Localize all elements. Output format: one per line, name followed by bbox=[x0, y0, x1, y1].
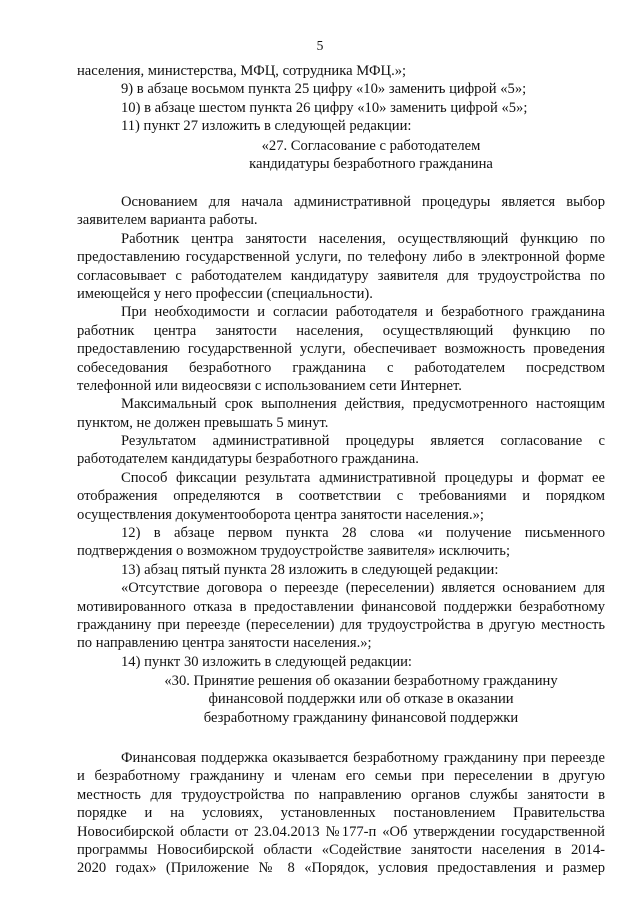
text-line: 11) пункт 27 изложить в следующей редакции: bbox=[121, 118, 412, 135]
text-line: работодателем кандидатуры безработного гражданина. bbox=[77, 451, 419, 468]
text-line: отображения определяются в соответствии с требованиями и порядком bbox=[77, 488, 605, 505]
text-line: Новосибирской области от 23.04.2013 №177-п «Об утверждении государственной bbox=[77, 823, 605, 840]
text-line: мотивированного отказа в предоставлении финансовой поддержки безработному bbox=[77, 598, 605, 615]
section-heading-27 bbox=[77, 137, 605, 174]
text-line: 14) пункт 30 изложить в следующей редакции: bbox=[121, 653, 412, 670]
text-line: Результатом административной процедуры является согласование с bbox=[121, 433, 605, 450]
text-line: местность для трудоустройства по направлению органов службы занятости в bbox=[77, 786, 605, 803]
text-line: заявителем варианта работы. bbox=[77, 212, 258, 229]
text-line: телефонной или видеосвязи с использованием сети Интернет. bbox=[77, 377, 462, 394]
heading-line: безработному гражданину финансовой поддержки bbox=[203, 709, 519, 726]
text-line: 9) в абзаце восьмом пункта 25 цифру «10» заменить цифрой «5»; bbox=[121, 81, 527, 98]
text-line: программы Новосибирской области «Содействие занятости населения в 2014- bbox=[77, 841, 605, 858]
text-line: 2020 годах» (Приложение № 8 «Порядок, условия предоставления и размер bbox=[77, 860, 605, 877]
text-line: Основанием для начала административной процедуры является выбор bbox=[121, 194, 605, 210]
text-line: Финансовая поддержка оказывается безработному гражданину при переезде bbox=[121, 750, 605, 766]
heading-line: финансовой поддержки или об отказе в оказании bbox=[208, 691, 514, 708]
heading-line: «27. Согласование с работодателем bbox=[261, 138, 481, 154]
text-line: по направлению центра занятости населения.»; bbox=[77, 635, 372, 652]
text-line: порядке и на условиях, установленных постановлением Правительства bbox=[77, 805, 605, 822]
text-line: согласовывает с работодателем кандидатуру заявителя для трудоустройства по bbox=[77, 267, 605, 284]
section-heading-30 bbox=[77, 672, 605, 727]
heading-line: кандидатуры безработного гражданина bbox=[249, 156, 493, 173]
text-line: гражданину при переезде (переселении) для трудоустройства в другую местность bbox=[77, 616, 605, 633]
heading-line: «30. Принятие решения об оказании безработному гражданину bbox=[164, 673, 558, 689]
text-line: Работник центра занятости населения, осуществляющий функцию по bbox=[121, 230, 605, 247]
text-line: Максимальный срок выполнения действия, предусмотренного настоящим bbox=[121, 396, 605, 413]
text-line: подтверждения о возможном трудоустройстве заявителя» исключить; bbox=[77, 543, 511, 560]
text-line: 10) в абзаце шестом пункта 26 цифру «10» заменить цифрой «5»; bbox=[121, 99, 528, 116]
text-line: «Отсутствие договора о переезде (переселении) является основанием для bbox=[121, 580, 605, 597]
text-line: Способ фиксации результата административной процедуры и формат ее bbox=[121, 469, 605, 486]
text-line: 13) абзац пятый пункта 28 изложить в следующей редакции: bbox=[121, 561, 499, 578]
text-line: имеющейся у него профессии (специальности). bbox=[77, 285, 373, 302]
text-line: предоставлению государственной услуги, обеспечивает возможность проведения bbox=[77, 341, 605, 358]
text-line: предоставлению государственной услуги, по телефону либо в электронной форме bbox=[77, 249, 605, 266]
amendments-top bbox=[77, 62, 605, 136]
page-number: 5 bbox=[316, 38, 324, 53]
text-line: собеседования безработного гражданина с работодателем посредством bbox=[77, 359, 605, 376]
body-text-bottom bbox=[77, 749, 605, 878]
text-line: При необходимости и согласии работодателя и безработного гражданина bbox=[121, 304, 605, 321]
text-line: осуществления документооборота центра занятости населения.»; bbox=[77, 506, 484, 523]
text-line: работник центра занятости населения, осуществляющий функцию по bbox=[77, 322, 605, 339]
text-line: и безработному гражданину и членам его семьи при переселении в другую bbox=[77, 768, 605, 785]
body-text-main bbox=[77, 193, 605, 671]
text-line: 12) в абзаце первом пункта 28 слова «и получение письменного bbox=[121, 525, 605, 542]
text-line: пунктом, не должен превышать 5 минут. bbox=[77, 414, 329, 431]
text-line: населения, министерства, МФЦ, сотрудника МФЦ.»; bbox=[77, 63, 407, 79]
